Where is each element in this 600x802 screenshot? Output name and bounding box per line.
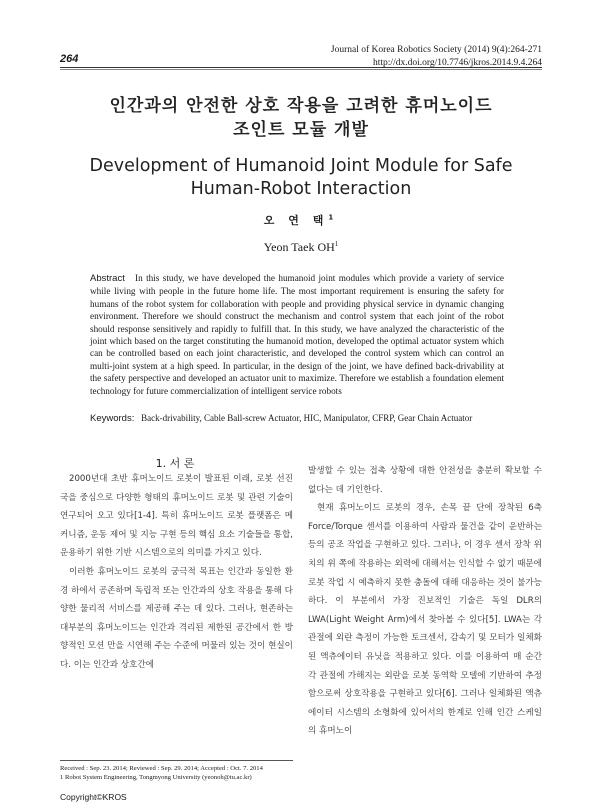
paragraph: 이러한 휴머노이드 로봇의 궁극적 목표는 인간과 동일한 환경 하에서 공존하며 독립적 또는 인간과의 상호 작용을 통해 다양한 물리적 서비스를 제공해 주는 데 있다. 그러나, 현존하는 대부분의 휴머노이드는 인간과 격리된 제한된 공간에서 한 방향적인 모션 만을 시연해 주는 수준에 머물러 있는 것이 현실이다. 이는 인간과 상호간에 bbox=[60, 566, 293, 670]
keywords-text: Back-drivability, Cable Ball-screw Actuator, HIC, Manipulator, CFRP, Gear Chain Actuator bbox=[141, 413, 473, 423]
page-number: 264 bbox=[60, 53, 79, 65]
korean-author bbox=[60, 212, 542, 228]
english-title-line1: Development of Humanoid Joint Module for Safe bbox=[89, 156, 513, 176]
received-dates: Received : Sep. 23. 2014; Reviewed : Sep. 29. 2014; Accepted : Oct. 7. 2014 bbox=[60, 765, 263, 772]
korean-title bbox=[60, 94, 542, 142]
english-title-line2: Human-Robot Interaction bbox=[190, 179, 412, 199]
author-affiliation: 1 Robot System Engineering, Tongmyong University (yeonoh@tu.ac.kr) bbox=[60, 774, 252, 781]
english-author-affil-mark: 1 bbox=[334, 240, 339, 248]
header-rule-secondary bbox=[60, 69, 542, 70]
korean-author-affil-mark: 1 bbox=[328, 213, 339, 222]
english-author-name: Yeon Taek OH bbox=[263, 240, 335, 254]
paragraph: 2000년대 초반 휴머노이드 로봇이 발표된 이래, 로봇 선진국을 중심으로 다양한 형태의 휴머노이드 로봇 및 관련 기술이 연구되어 오고 있다[1-4]. 특히 휴머노이드 로봇 플랫폼은 메커니즘, 운동 제어 및 지능 구현 등의 핵심 요소 기술들을 통합, 운용하기 위한 기반 시스템으로의 의미를 가지고 있다. bbox=[60, 474, 293, 559]
footnote-rule bbox=[60, 760, 293, 761]
doi-link[interactable]: http://dx.doi.org/10.7746/jkros.2014.9.4.264 bbox=[373, 58, 542, 68]
english-title bbox=[60, 155, 542, 201]
body-column-right bbox=[308, 462, 542, 741]
journal-citation: Journal of Korea Robotics Society (2014) 9(4):264-271 bbox=[330, 45, 542, 55]
paragraph: 현재 휴머노이드 로봇의 경우, 손목 끝 단에 장착된 6축 Force/Torque 센서를 이용하여 사람과 물건을 같이 운반하는 등의 공조 작업을 구현하고 있다. 그러나, 이 경우 센서 장착 위치의 위 쪽에 작용하는 외력에 대해서는 인식할 수 없기 때문에 로봇 작업 시 예측하지 못한 충돌에 대해 대응하는 것이 불가능하다. 이 부분에서 가장 진보적인 기술은 독일 DLR의 LWA(Light Weight Arm)에서 찾아볼 수 있다[5]. LWA는 각 관절에 외란 측정이 가능한 토크센서, 감속기 및 모터가 일체화된 액츄에이터 유닛을 적용하고 있다. 이를 이용하여 매 순간 각 관절에 가해지는 외란을 로봇 동역학 모델에 기반하여 추정함으로써 상호작용을 구현하고 있다[6]. 그러나 일체화된 액츄에이터 시스템의 소형화에 있어서의 한계로 인해 인간 스케일의 휴머노이 bbox=[308, 503, 542, 737]
header-rule bbox=[60, 67, 542, 68]
abstract bbox=[90, 272, 504, 397]
korean-title-line2: 조인트 모듈 개발 bbox=[233, 120, 369, 140]
section-heading: 1. 서 론 bbox=[155, 457, 195, 470]
copyright: Copyright©KROS bbox=[60, 792, 127, 802]
footnote bbox=[60, 764, 293, 782]
english-author bbox=[60, 240, 542, 255]
abstract-text: In this study, we have developed the humanoid joint modules which provide a variety of service while living with people in the future home life. The most important requirement is ensuring the safety for humans of the robot system for collaboration with people and providing physical service in dynamic changing environment. Therefore we should construct the mechanism and control system that each joint of the robot should response sensitively and rapidly to fulfill that. In this study, we have analyzed the characteristic of the joint which based on the target constituting the humanoid motion, developed the optimal actuator system which can be controlled based on each joint characteristic, and developed the control system which can control an multi-joint system at a high speed. In particular, in the design of the joint, we have defined back-drivability at the safety perspective and developed an actuator unit to maximize. Therefore we establish a foundation element technology for future commercialization of intelligent service robots bbox=[90, 273, 504, 396]
korean-author-name: 오 연 택 bbox=[263, 214, 329, 227]
body-column-left bbox=[60, 470, 293, 675]
paragraph: 발생할 수 있는 접촉 상황에 대한 안전성을 충분히 확보할 수 없다는 데 기인한다. bbox=[308, 466, 542, 495]
korean-title-line1: 인간과의 안전한 상호 작용을 고려한 휴머노이드 bbox=[109, 96, 493, 116]
abstract-label: Abstract bbox=[90, 273, 125, 284]
keywords bbox=[90, 412, 504, 425]
keywords-label: Keywords: bbox=[90, 413, 135, 424]
